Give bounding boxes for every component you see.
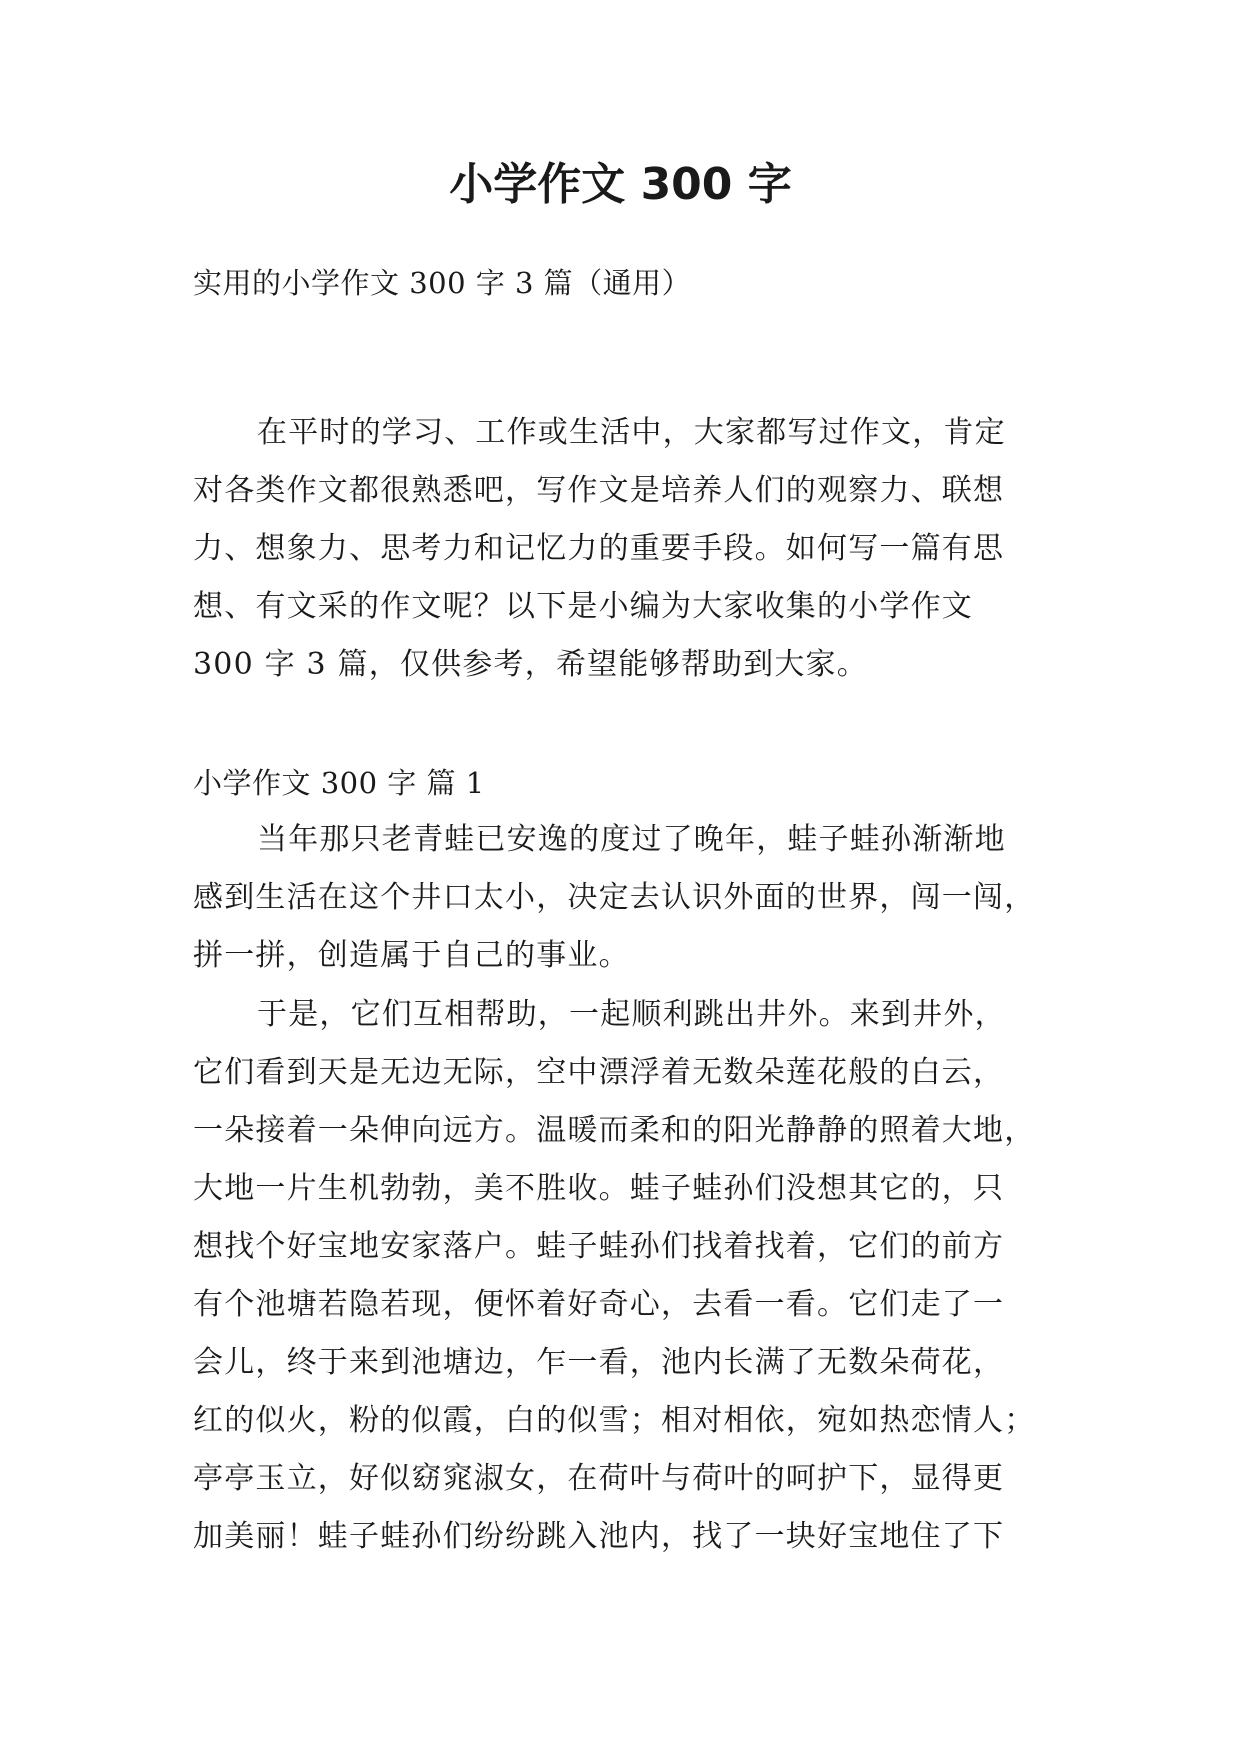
text-line: 300 字 3 篇，仅供参考，希望能够帮助到大家。 <box>193 647 868 682</box>
text-line: 会儿，终于来到池塘边，乍一看，池内长满了无数朵荷花， <box>193 1345 1005 1380</box>
text-line: 在平时的学习、工作或生活中，大家都写过作文，肯定 <box>257 415 1006 450</box>
section-heading: 小学作文 300 字 篇 1 <box>193 766 485 800</box>
text-line: 想、有文采的作文呢？以下是小编为大家收集的小学作文 <box>193 589 973 624</box>
text-line: 有个池塘若隐若现，便怀着好奇心，去看一看。它们走了一 <box>193 1287 1005 1322</box>
text-line: 大地一片生机勃勃，美不胜收。蛙子蛙孙们没想其它的，只 <box>193 1171 1005 1206</box>
text-line: 拼一拼，创造属于自己的事业。 <box>193 938 630 973</box>
intro-paragraph <box>193 404 1063 694</box>
text-line: 想找个好宝地安家落户。蛙子蛙孙们找着找着，它们的前方 <box>193 1229 1005 1264</box>
text-line: 它们看到天是无边无际，空中漂浮着无数朵莲花般的白云， <box>193 1055 1005 1090</box>
text-line: 力、想象力、思考力和记忆力的重要手段。如何写一篇有思 <box>193 531 1005 566</box>
document-title: 小学作文 300 字 <box>449 159 792 210</box>
body-paragraph-2 <box>193 986 1063 1566</box>
document-subtitle: 实用的小学作文 300 字 3 篇（通用） <box>193 266 692 300</box>
text-line: 对各类作文都很熟悉吧，写作文是培养人们的观察力、联想 <box>193 473 1005 508</box>
text-line: 感到生活在这个井口太小，决定去认识外面的世界，闯一闯， <box>193 880 1036 915</box>
body-paragraph-1 <box>193 811 1063 985</box>
text-line: 红的似火，粉的似霞，白的似雪；相对相依，宛如热恋情人； <box>193 1403 1036 1438</box>
text-line: 于是，它们互相帮助，一起顺利跳出井外。来到井外， <box>257 997 1006 1032</box>
text-line: 一朵接着一朵伸向远方。温暖而柔和的阳光静静的照着大地， <box>193 1113 1036 1148</box>
text-line: 当年那只老青蛙已安逸的度过了晚年，蛙子蛙孙渐渐地 <box>257 822 1006 857</box>
text-line: 亭亭玉立，好似窈窕淑女，在荷叶与荷叶的呵护下，显得更 <box>193 1461 1005 1496</box>
text-line: 加美丽！蛙子蛙孙们纷纷跳入池内，找了一块好宝地住了下 <box>193 1519 1005 1554</box>
